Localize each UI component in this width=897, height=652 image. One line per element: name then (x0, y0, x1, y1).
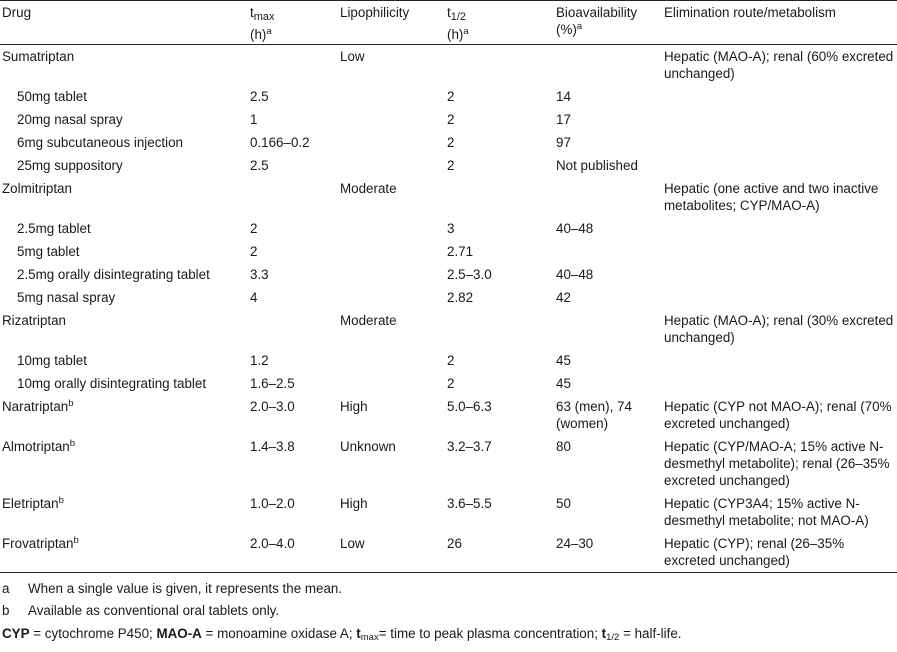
cell-tmax: 4 (250, 290, 258, 305)
cell-tmax: 1 (250, 112, 258, 127)
cell-drug: 50mg tablet (17, 89, 87, 104)
cell-elim (664, 154, 897, 177)
cell-drug: Eletriptan$^b$ (2, 495, 64, 511)
cell-drug: 2.5mg tablet (17, 221, 91, 236)
cell-bio: 50 (556, 496, 571, 511)
cell-lipo (340, 372, 447, 395)
cell-tmax (250, 45, 340, 86)
cell-elim: Hepatic (CYP); renal (26–35% excreted unchanged) (664, 536, 845, 568)
cell-lipo: Low (340, 49, 365, 64)
cell-tmax: 2 (250, 221, 258, 236)
cell-drug: Rizatriptan (2, 313, 67, 328)
cell-elim (664, 263, 897, 286)
footnote-a: a When a single value is given, it represents the mean. (2, 581, 343, 596)
cell-drug: Almotriptan$^b$ (2, 438, 76, 454)
cell-bio: 80 (556, 439, 571, 454)
cell-thalf: 3 (447, 221, 455, 236)
table-row (0, 131, 897, 154)
cell-tmax: 3.3 (250, 267, 269, 282)
table-row (0, 309, 897, 349)
cell-tmax: 1.0–2.0 (250, 496, 295, 511)
cell-bio: Not published (556, 158, 638, 173)
cell-elim (664, 286, 897, 309)
cell-drug: Frovatriptan$^b$ (2, 535, 79, 551)
cell-bio: 14 (556, 89, 571, 104)
table-row (0, 177, 897, 217)
cell-elim: Hepatic (CYP3A4; 15% active N-desmethyl metabolite; not MAO-A) (664, 496, 869, 528)
cell-bio: 42 (556, 290, 571, 305)
cell-lipo (340, 154, 447, 177)
cell-lipo (340, 131, 447, 154)
cell-elim (664, 240, 897, 263)
table-row (0, 263, 897, 286)
cell-bio: 45 (556, 376, 571, 391)
cell-lipo (340, 240, 447, 263)
cell-thalf: 2 (447, 376, 455, 391)
cell-thalf: 2 (447, 135, 455, 150)
header-drug: Drug (0, 1, 250, 45)
cell-bio: 97 (556, 135, 571, 150)
cell-elim: Hepatic (MAO-A); renal (60% excreted unchanged) (664, 49, 894, 81)
table-row (0, 435, 897, 492)
cell-lipo (340, 108, 447, 131)
cell-lipo: High (340, 399, 368, 414)
table-row (0, 85, 897, 108)
cell-tmax (250, 309, 340, 349)
cell-thalf: 3.6–5.5 (447, 496, 492, 511)
cell-thalf: 3.2–3.7 (447, 439, 492, 454)
cell-lipo: Low (340, 536, 365, 551)
cell-thalf (447, 177, 556, 217)
table-row (0, 217, 897, 240)
cell-elim (664, 349, 897, 372)
cell-tmax: 2 (250, 244, 258, 259)
cell-drug: 2.5mg orally disintegrating tablet (17, 267, 210, 282)
cell-lipo (340, 217, 447, 240)
table-header (0, 1, 897, 45)
cell-bio (556, 309, 664, 349)
cell-lipo (340, 286, 447, 309)
cell-tmax: 2.0–3.0 (250, 399, 295, 414)
cell-bio (556, 45, 664, 86)
cell-tmax: 1.4–3.8 (250, 439, 295, 454)
cell-lipo (340, 263, 447, 286)
cell-elim: Hepatic (one active and two inactive metabolites; CYP/MAO-A) (664, 181, 879, 213)
header-bioavailability: Bioavailability (%)$^a$ (556, 1, 664, 45)
cell-lipo (340, 349, 447, 372)
cell-tmax: 2.5 (250, 89, 269, 104)
cell-lipo: Unknown (340, 439, 396, 454)
cell-drug: 10mg orally disintegrating tablet (17, 376, 207, 391)
cell-drug: Zolmitriptan (2, 181, 72, 196)
cell-bio: 17 (556, 112, 571, 127)
cell-tmax: 2.0–4.0 (250, 536, 295, 551)
cell-thalf: 5.0–6.3 (447, 399, 492, 414)
cell-thalf: 2.5–3.0 (447, 267, 492, 282)
cell-elim (664, 372, 897, 395)
cell-elim (664, 131, 897, 154)
table-footer (0, 572, 897, 642)
cell-thalf: 2.82 (447, 290, 474, 305)
table-row (0, 45, 897, 86)
cell-thalf: 2 (447, 112, 455, 127)
table-row (0, 492, 897, 532)
cell-elim: Hepatic (CYP/MAO-A; 15% active N-desmethyl metabolite); renal (26–35% excreted unchanged) (664, 439, 890, 488)
cell-bio: 24–30 (556, 536, 594, 551)
cell-bio (556, 240, 664, 263)
cell-thalf: 2 (447, 89, 455, 104)
cell-elim: Hepatic (MAO-A); renal (30% excreted unchanged) (664, 313, 894, 345)
table-row (0, 286, 897, 309)
abbreviations-line: CYP = cytochrome P450; MAO-A = monoamine oxidase A; $t_{max}=$ time to peak plasma concentration; $t_{1/2}$ = half-life. (2, 626, 682, 643)
cell-drug: 5mg tablet (17, 244, 80, 259)
header-tmax: $t_{max}$ $(h)^a$ (250, 1, 340, 45)
cell-elim: Hepatic (CYP not MAO-A); renal (70% excreted unchanged) (664, 399, 892, 431)
cell-thalf: 2 (447, 353, 455, 368)
cell-drug: 5mg nasal spray (17, 290, 116, 305)
cell-bio: 40–48 (556, 267, 594, 282)
cell-drug: Naratriptan$^b$ (2, 398, 74, 414)
cell-drug: 25mg suppository (17, 158, 123, 173)
cell-drug: Sumatriptan (2, 49, 75, 64)
cell-elim (664, 108, 897, 131)
table-row (0, 108, 897, 131)
cell-lipo: Moderate (340, 313, 397, 328)
cell-bio: 40–48 (556, 221, 594, 236)
cell-elim (664, 217, 897, 240)
cell-thalf: 26 (447, 536, 462, 551)
cell-thalf (447, 45, 556, 86)
footnote-b: b Available as conventional oral tablets only. (2, 603, 280, 618)
table-row (0, 349, 897, 372)
cell-tmax: 0.166–0.2 (250, 135, 310, 150)
cell-thalf: 2 (447, 158, 455, 173)
table-row (0, 532, 897, 572)
cell-drug: 10mg tablet (17, 353, 87, 368)
cell-thalf (447, 309, 556, 349)
cell-thalf: 2.71 (447, 244, 474, 259)
cell-bio (556, 177, 664, 217)
cell-lipo: Moderate (340, 181, 397, 196)
header-lipophilicity: Lipophilicity (340, 1, 447, 45)
cell-lipo: High (340, 496, 368, 511)
table-row (0, 395, 897, 435)
cell-lipo (340, 85, 447, 108)
header-thalf: $t_{1/2}$ $(h)^a$ (447, 1, 556, 45)
cell-tmax: 1.6–2.5 (250, 376, 295, 391)
table-body (0, 45, 897, 573)
table-row (0, 154, 897, 177)
table-row (0, 372, 897, 395)
cell-tmax: 2.5 (250, 158, 269, 173)
cell-bio: 45 (556, 353, 571, 368)
cell-drug: 6mg subcutaneous injection (17, 135, 184, 150)
cell-bio: 63 (men), 74 (women) (556, 399, 632, 431)
cell-tmax: 1.2 (250, 353, 269, 368)
header-elimination: Elimination route/metabolism (664, 1, 897, 45)
cell-elim (664, 85, 897, 108)
cell-tmax (250, 177, 340, 217)
table-row (0, 240, 897, 263)
cell-drug: 20mg nasal spray (17, 112, 123, 127)
